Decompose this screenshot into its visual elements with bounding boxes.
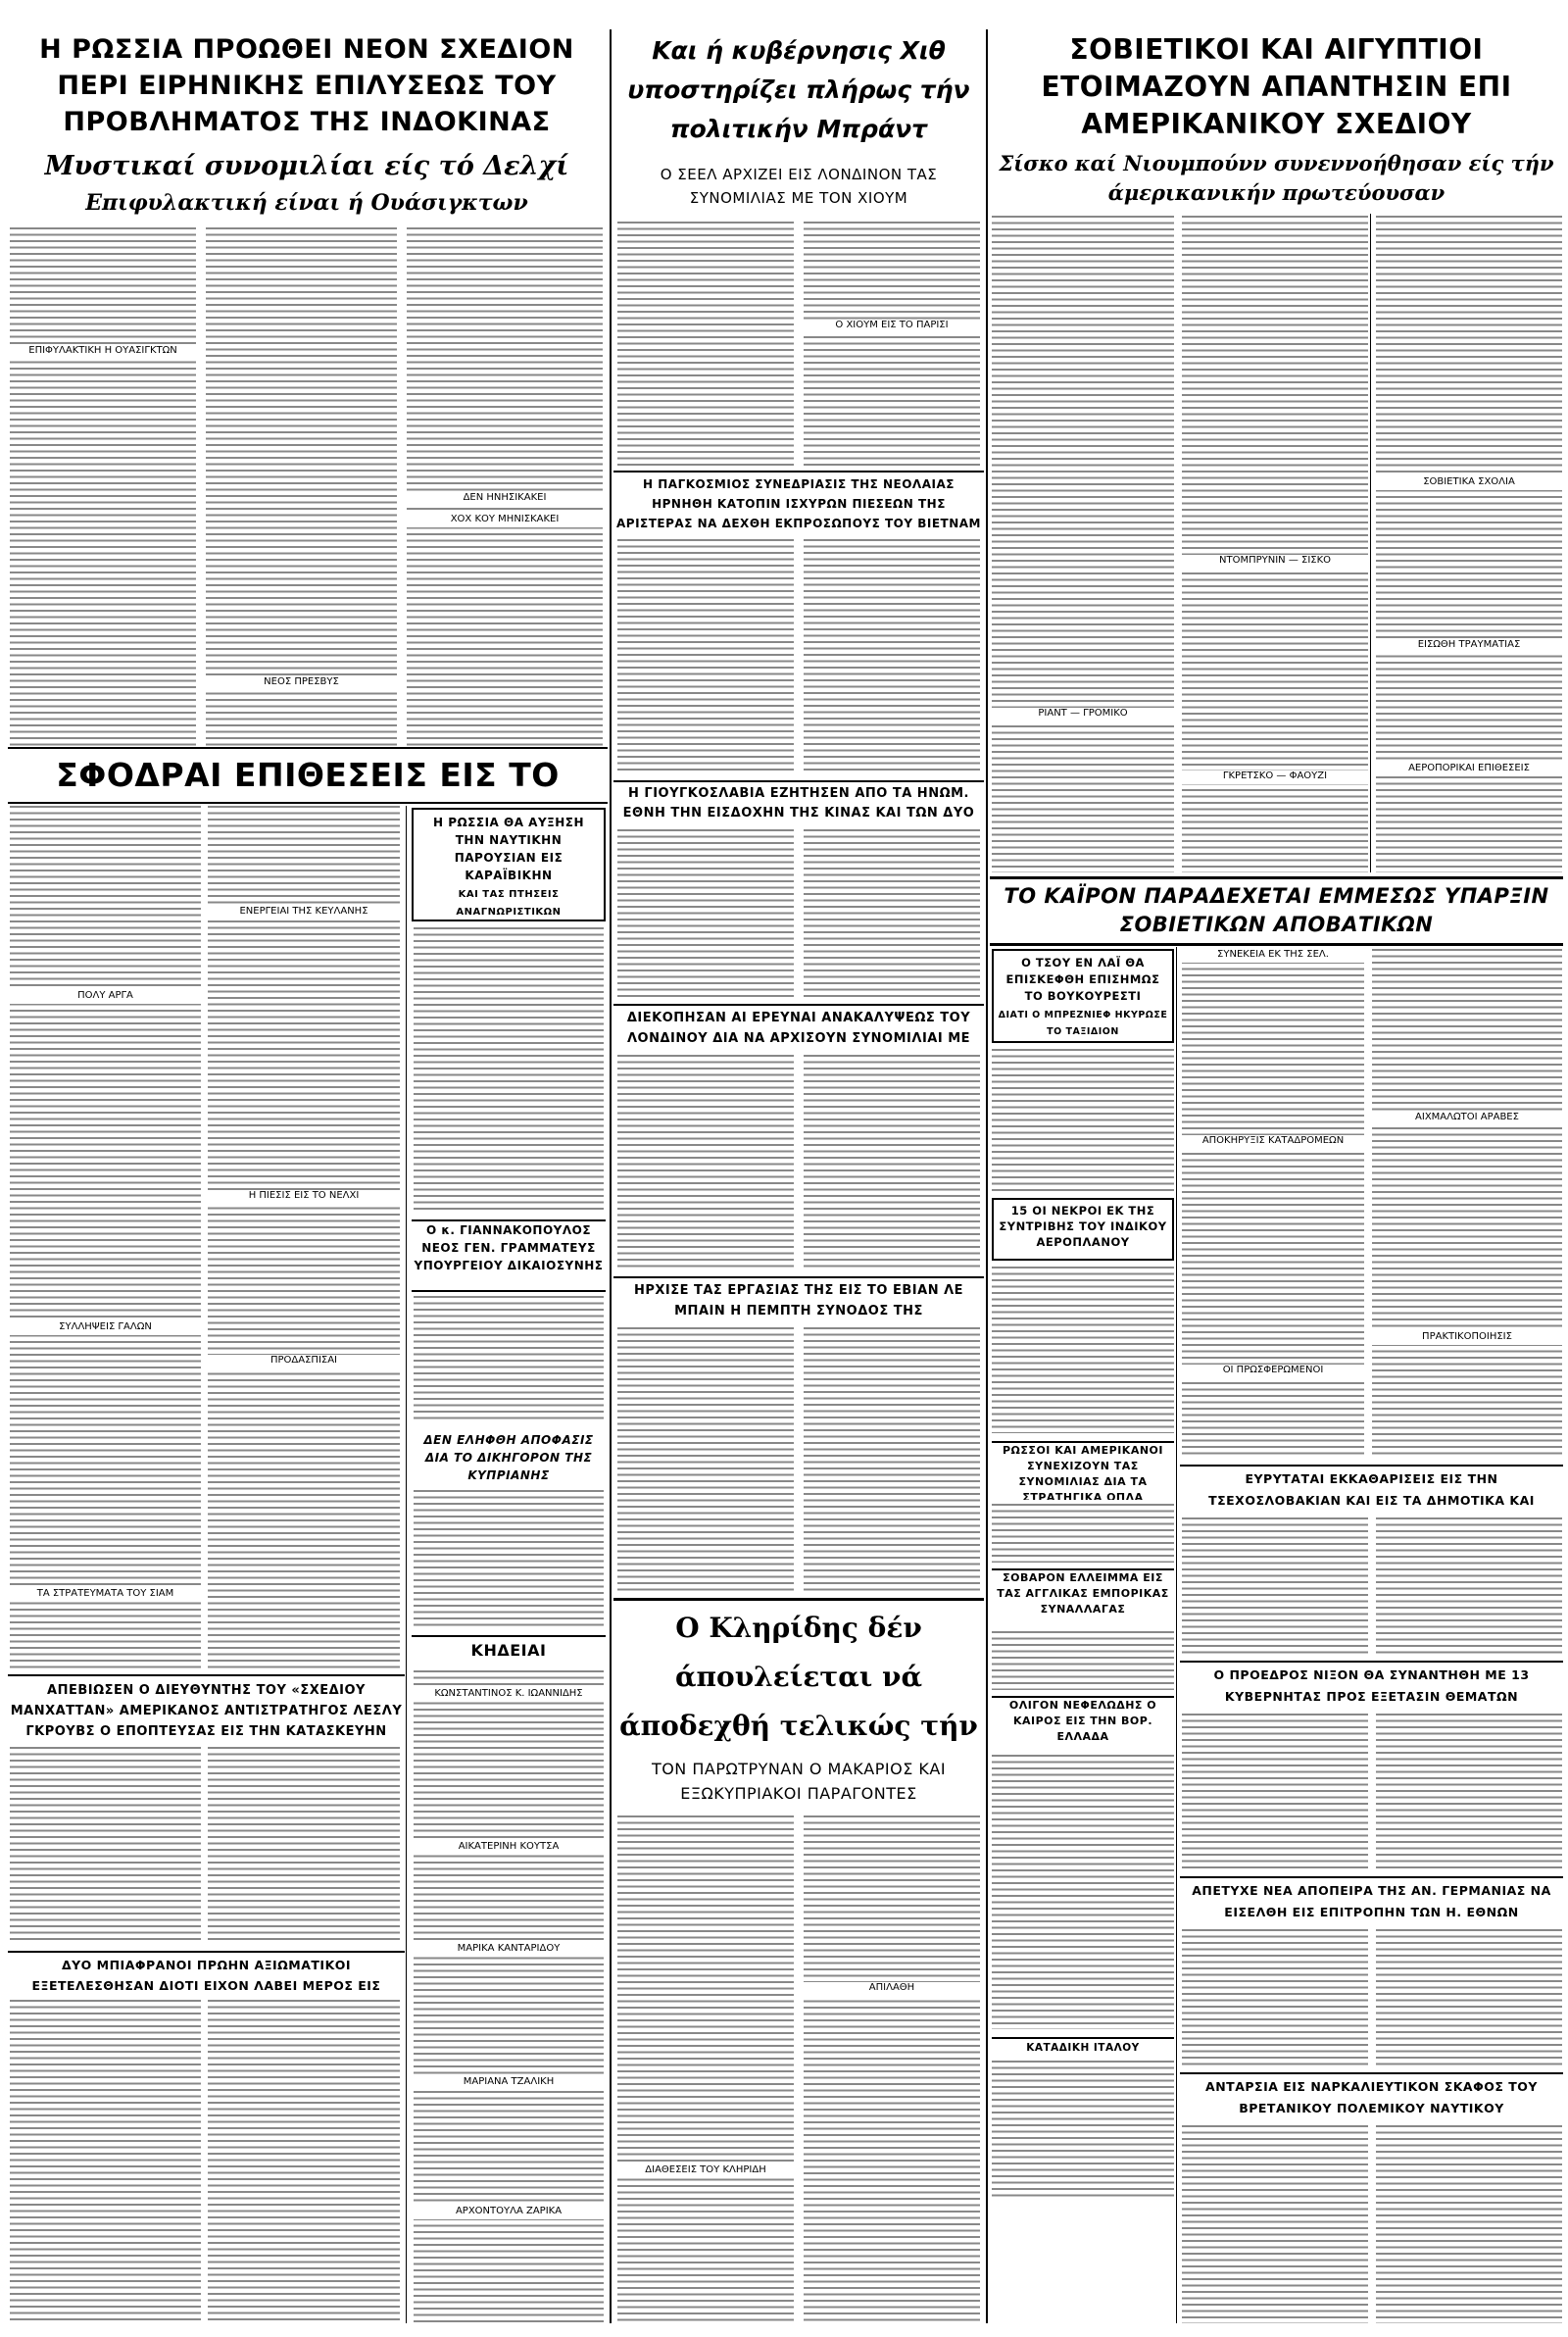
evian-headline: ΗΡΧΙΣΕ ΤΑΣ ΕΡΓΑΣΙΑΣ ΤΗΣ ΕΙΣ ΤΟ ΕΒΙΑΝ ΛΕ ΜΠΑΙΝ Η ΠΕΜΠΤΗ ΣΥΝΟΔΟΣ ΤΗΣ [633,1283,964,1318]
tsou-box [992,949,1174,1043]
article-body [208,2000,400,2323]
caribbean-box [412,808,606,921]
article-body [1182,949,1364,1459]
london-headline: ΔΙΕΚΟΠΗΣΑΝ ΑΙ ΕΡΕΥΝΑΙ ΑΝΑΚΑΛΥΨΕΩΣ ΤΟΥ ΛΟΝΔΙΝΟΥ ΔΙΑ ΝΑ ΑΡΧΙΣΟΥΝ ΣΥΝΟΜΙΛΙΑΙ ΜΕ [626,1011,971,1046]
article-body [992,1755,1174,2029]
article-body [1182,1929,1368,2066]
nuclear-headline: ΡΩΣΣΟΙ ΚΑΙ ΑΜΕΡΙΚΑΝΟΙ ΣΥΝΕΧΙΖΟΥΝ ΤΑΣ ΣΥΝΟΜΙΛΙΑΣ ΔΙΑ ΤΑ ΣΤΡΑΤΗΓΙΚΑ ΟΠΛΑ [992,1441,1174,1500]
section-heading: ΤΑ ΣΤΡΑΤΕΥΜΑΤΑ ΤΟΥ ΣΙΑΜ [10,1588,201,1602]
section-heading: ΣΥΝΕΚΕΙΑ ΕΚ ΤΗΣ ΣΕΛ. [1182,949,1364,963]
section-heading: ΠΡΑΚΤΙΚΟΠΟΙΗΣΙΣ [1372,1331,1562,1345]
article-body [992,1049,1174,1192]
obituary-name: ΜΑΡΙΑΝΑ ΤΖΑΛΙΚΗ [414,2076,604,2090]
article-body [407,227,603,747]
cyprus-headline: Ο Κληρίδης δέν άπουλείεται νά άποδεχθή τελικώς τήν [619,1612,978,1742]
obituary-name: ΑΙΚΑΤΕΡΙΝΗ ΚΟΥΤΣΑ [414,1841,604,1855]
section-heading: ΠΡΟΔΑΣΠΙΣΑΙ [208,1355,400,1368]
caribbean-sub: ΚΑΙ ΤΑΣ ΠΤΗΣΕΙΣ ΑΝΑΓΝΩΡΙΣΤΙΚΩΝ [456,889,562,918]
right-headline: ΣΟΒΙΕΤΙΚΟΙ ΚΑΙ ΑΙΓΥΠΤΙΟΙ ΕΤΟΙΜΑΖΟΥΝ ΑΠΑΝΤΗΣΙΝ ΕΠΙ ΑΜΕΡΙΚΑΝΙΚΟΥ ΣΧΕΔΙΟΥ [1041,33,1512,140]
caribbean-headline: Η ΡΩΣΣΙΑ ΘΑ ΑΥΞΗΣΗ ΤΗΝ ΝΑΥΤΙΚΗΝ ΠΑΡΟΥΣΙΑΝ ΕΙΣ ΚΑΡΑΪΒΙΚΗΝ [432,816,585,882]
decision-headline: ΔΕΝ ΕΛΗΦΘΗ ΑΠΟΦΑΣΙΣ ΔΙΑ ΤΟ ΔΙΚΗΓΟΡΟΝ ΤΗΣ ΚΥΠΡΙΑΝΗΣ [423,1433,594,1482]
article-body [1182,1714,1368,1870]
obituary-name: ΜΑΡΙΚΑ ΚΑΝΤΑΡΙΔΟΥ [414,1943,604,1957]
article-body [617,539,794,774]
article-body [414,927,604,1212]
section-heading: ΑΙΧΜΑΛΩΤΟΙ ΑΡΑΒΕΣ [1372,1112,1562,1125]
laos-headline: ΣΦΟΔΡΑΙ ΕΠΙΘΕΣΕΙΣ ΕΙΣ ΤΟ [56,756,560,794]
czech-headline: ΕΥΡΥΤΑΤΑΙ ΕΚΚΑΘΑΡΙΣΕΙΣ ΕΙΣ ΤΗΝ ΤΣΕΧΟΣΛΟΒΑΚΙΑΝ ΚΑΙ ΕΙΣ ΤΑ ΔΗΜΟΤΙΚΑ ΚΑΙ [1208,1471,1535,1508]
crash-headline: 15 ΟΙ ΝΕΚΡΟΙ ΕΚ ΤΗΣ ΣΥΝΤΡΙΒΗΣ ΤΟΥ ΙΝΔΙΚΟΥ ΑΕΡΟΠΛΑΝΟΥ [992,1198,1174,1261]
article-body [10,806,201,1668]
section-heading: ΓΚΡΕΤΣΚΟ — ΦΑΟΥΖΙ [1182,771,1368,784]
section-heading: ΑΠΙΛΑΘΗ [804,1982,980,1996]
article-body [804,1327,980,1592]
soviet-warning-headline: ΤΟ ΚΑΪΡΟΝ ΠΑΡΑΔΕΧΕΤΑΙ ΕΜΜΕΣΩΣ ΥΠΑΡΞΙΝ ΣΟΒΙΕΤΙΚΩΝ ΑΠΟΒΑΤΙΚΩΝ [1004,884,1549,936]
tsou-headline: Ο ΤΣΟΥ ΕΝ ΛΑΪ ΘΑ ΕΠΙΣΚΕΦΘΗ ΕΠΙΣΗΜΩΣ ΤΟ ΒΟΥΚΟΥΡΕΣΤΙ [1005,956,1160,1003]
article-body [414,1296,604,1423]
article-body [617,1815,794,2323]
section-heading: ΕΠΙΦΥΛΑΚΤΙΚΗ Η ΟΥΑΣΙΓΚΤΩΝ [10,345,196,359]
article-body [10,2000,201,2323]
mutiny-headline: ΑΝΤΑΡΣΙΑ ΕΙΣ ΝΑΡΚΑΛΙΕΥΤΙΚΟΝ ΣΚΑΦΟΣ ΤΟΥ ΒΡΕΤΑΝΙΚΟΥ ΠΟΛΕΜΙΚΟΥ ΝΑΥΤΙΚΟΥ [1205,2079,1538,2115]
article-body [804,1815,980,2323]
indochina-deck-2: Επιφυλακτική είναι ή Ουάσιγκτων [85,190,528,216]
cyprus-deck: ΤΟΝ ΠΑΡΩΤΡΥΝΑΝ Ο ΜΑΚΑΡΙΟΣ ΚΑΙ ΕΞΩΚΥΠΡΙΑΚΟΙ ΠΑΡΑΓΟΝΤΕΣ [651,1760,947,1803]
obituary-name: ΑΡΧΟΝΤΟΥΛΑ ΖΑΡΙΚΑ [414,2206,604,2219]
manhattan-headline: ΑΠΕΒΙΩΣΕΝ Ο ΔΙΕΥΘΥΝΤΗΣ ΤΟΥ «ΣΧΕΔΙΟΥ ΜΑΝΧΑΤΤΑΝ» ΑΜΕΡΙΚΑΝΟΣ ΑΝΤΙΣΤΡΑΤΗΓΟΣ ΛΕΣΛΥ ΓΚΡΟΥΒΣ Ο ΕΠΟΠΤΕΥΣΑΣ ΕΙΣ ΤΗΝ ΚΑΤΑΣΚΕΥΗΝ [10,1683,403,1739]
article-body [992,1267,1174,1433]
article-body [804,1055,980,1270]
obituary-name: ΚΩΝΣΤΑΝΤΙΝΟΣ Κ. ΙΩΑΝΝΙΔΗΣ [414,1688,604,1702]
giannakopoulos-headline: Ο κ. ΓΙΑΝΝΑΚΟΠΟΥΛΟΣ ΝΕΟΣ ΓΕΝ. ΓΡΑΜΜΑΤΕΥΣ ΥΠΟΥΡΓΕΙΟΥ ΔΙΚΑΙΟΣΥΝΗΣ [412,1219,606,1292]
section-heading: ΝΕΟΣ ΠΡΕΣΒΥΣ [206,676,397,690]
section-heading: ΝΤΟΜΠΡΥΝΙΝ — ΣΙΣΚΟ [1182,555,1368,569]
article-body [208,1747,400,1943]
obituaries-headline: ΚΗΔΕΙΑΙ [470,1641,547,1660]
section-heading: ΟΙ ΠΡΩΣΦΕΡΩΜΕΝΟΙ [1182,1365,1364,1378]
article-body [617,1327,794,1592]
obituaries-body [414,1670,604,2323]
article-body [992,1631,1174,1690]
section-heading: ΕΝΕΡΓΕΙΑΙ ΤΗΣ ΚΕΥΛΑΝΗΣ [208,906,400,920]
article-body [617,1055,794,1270]
airforce-headline: ΔΥΟ ΜΠΙΑΦΡΑΝΟΙ ΠΡΩΗΝ ΑΞΙΩΜΑΤΙΚΟΙ ΕΞΕΤΕΛΕΣΘΗΣΑΝ ΔΙΟΤΙ ΕΙΧΟΝ ΛΑΒΕΙ ΜΕΡΟΣ ΕΙΣ [31,1958,381,1993]
article-body [617,829,794,998]
article-body [10,1747,201,1943]
article-body [1376,1714,1562,1870]
main-headline-indochina: Η ΡΩΣΣΙΑ ΠΡΟΩΘΕΙ ΝΕΟΝ ΣΧΕΔΙΟΝ ΠΕΡΙ ΕΙΡΗΝΙΚΗΣ ΕΠΙΛΥΣΕΩΣ ΤΟΥ ΠΡΟΒΛΗΜΑΤΟΣ ΤΗΣ ΙΝΔΟΚΙΝΑΣ [39,34,574,137]
tsou-sub: ΔΙΑΤΙ Ο ΜΠΡΕΖΝΙΕΦ ΗΚΥΡΩΣΕ ΤΟ ΤΑΞΙΔΙΟΝ [998,1010,1168,1037]
article-body [804,222,980,467]
yugoslavia-headline: Η ΓΙΟΥΓΚΟΣΛΑΒΙΑ ΕΖΗΤΗΣΕΝ ΑΠΟ ΤΑ ΗΝΩΜ. ΕΘΝΗ ΤΗΝ ΕΙΣΔΟΧΗΝ ΤΗΣ ΚΙΝΑΣ ΚΑΙ ΤΩΝ ΔΥΟ [622,786,975,820]
section-heading: ΠΟΛΥ ΑΡΓΑ [10,990,201,1004]
article-body [1182,1517,1368,1655]
section-heading: ΕΙΣΩΘΗ ΤΡΑΥΜΑΤΙΑΣ [1376,639,1562,653]
section-heading: ΔΕΝ ΗΝΗΣΙΚΑΚΕΙ [407,492,603,506]
peking-headline: Η ΠΑΓΚΟΣΜΙΟΣ ΣΥΝΕΔΡΙΑΣΙΣ ΤΗΣ ΝΕΟΛΑΙΑΣ ΗΡΝΗΘΗ ΚΑΤΟΠΙΝ ΙΣΧΥΡΩΝ ΠΙΕΣΕΩΝ ΤΗΣ ΑΡΙΣΤΕΡΑΣ ΝΑ ΔΕΧΘΗ ΕΚΠΡΟΣΩΠΟΥΣ ΤΟΥ ΒΙΕΤΝΑΜ [615,477,981,530]
section-heading: ΧΟΧ ΚΟΥ ΜΗΝΙΣΚΑΚΕΙ [407,514,603,527]
article-body [414,1490,604,1629]
trade-headline: ΣΟΒΑΡΟΝ ΕΛΛΕΙΜΜΑ ΕΙΣ ΤΑΣ ΑΓΓΛΙΚΑΣ ΕΜΠΟΡΙΚΑΣ ΣΥΝΑΛΛΑΓΑΣ [992,1568,1174,1627]
article-body [617,222,794,467]
section-heading: ΣΟΒΙΕΤΙΚΑ ΣΧΟΛΙΑ [1376,476,1562,490]
article-body [1376,1929,1562,2066]
article-body [992,1504,1174,1563]
article-body [208,806,400,1668]
center-headline: Και ή κυβέρνησις Χιθ υποστηρίζει πλήρως τήν πολιτικήν Μπράντ [627,36,970,143]
section-heading: ΔΙΑΘΕΣΕΙΣ ΤΟΥ ΚΛΗΡΙΔΗ [617,2164,794,2178]
nixon-headline: Ο ΠΡΟΕΔΡΟΣ ΝΙΞΟΝ ΘΑ ΣΥΝΑΝΤΗΘΗ ΜΕ 13 ΚΥΒΕΡΝΗΤΑΣ ΠΡΟΣ ΕΞΕΤΑΣΙΝ ΘΕΜΑΤΩΝ [1213,1667,1530,1704]
section-heading: Η ΠΙΕΣΙΣ ΕΙΣ ΤΟ ΝΕΛΧΙ [208,1190,400,1204]
section-heading: Ο ΧΙΟΥΜ ΕΙΣ ΤΟ ΠΑΡΙΣΙ [804,320,980,333]
article-body [804,539,980,774]
article-body [1372,949,1562,1459]
article-body [1376,2125,1562,2323]
section-heading: ΑΕΡΟΠΟΡΙΚΑΙ ΕΠΙΘΕΣΕΙΣ [1376,763,1562,776]
article-body [10,227,196,747]
center-deck: Ο ΣΕΕΛ ΑΡΧΙΖΕΙ ΕΙΣ ΛΟΝΔΙΝΟΝ ΤΑΣ ΣΥΝΟΜΙΛΙΑΣ ΜΕ ΤΟΝ ΧΙΟΥΜ [660,166,938,207]
germany-headline: ΑΠΕΤΥΧΕ ΝΕΑ ΑΠΟΠΕΙΡΑ ΤΗΣ ΑΝ. ΓΕΡΜΑΝΙΑΣ ΝΑ ΕΙΣΕΛΘΗ ΕΙΣ ΕΠΙΤΡΟΠΗΝ ΤΩΝ Η. ΕΘΝΩΝ [1192,1883,1551,1919]
indochina-deck-1: Μυστικαί συνομιλίαι είς τό Δελχί [44,151,569,181]
article-body [804,829,980,998]
article-body [206,227,397,747]
section-heading: ΡΙΑΝΤ — ΓΡΟΜΙΚΟ [992,708,1174,721]
right-deck: Σίσκο καί Νιουμπούνν συνεννοήθησαν είς τήν άμερικανικήν πρωτεύουσαν [999,151,1554,205]
article-body [992,216,1174,872]
article-body [992,2061,1174,2198]
weather-headline: ΟΛΙΓΟΝ ΝΕΦΕΛΩΔΗΣ Ο ΚΑΙΡΟΣ ΕΙΣ ΤΗΝ ΒΟΡ. ΕΛΛΑΔΑ [992,1696,1174,1751]
section-heading: ΑΠΟΚΗΡΥΞΙΣ ΚΑΤΑΔΡΟΜΕΩΝ [1182,1135,1364,1149]
section-heading: ΣΥΛΛΗΨΕΙΣ ΓΑΛΩΝ [10,1321,201,1335]
article-body [1182,2125,1368,2323]
italian-headline: ΚΑΤΑΔΙΚΗ ΙΤΑΛΟΥ [992,2037,1174,2057]
article-body [1376,1517,1562,1655]
